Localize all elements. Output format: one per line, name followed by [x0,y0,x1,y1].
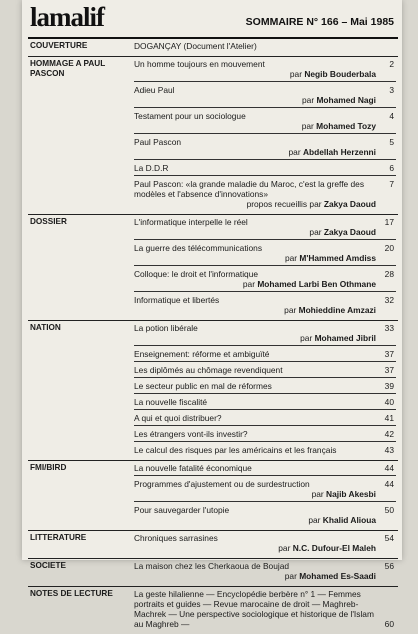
article-title: Les étrangers vont-ils investir? [134,429,248,439]
byline [134,305,396,315]
toc-entry [134,397,396,410]
toc-section [28,586,398,634]
article-title: Testament pour un sociologue [134,111,246,121]
article-title: Un homme toujours en mouvement [134,59,265,69]
page-number: 3 [389,85,394,95]
byline [134,95,396,105]
toc-entry [134,269,396,292]
toc-entry [134,41,396,51]
section-heading: SOCIETE [30,561,66,570]
page-number: 17 [384,217,394,227]
byline-prefix: par [311,489,324,499]
page-number: 32 [384,295,394,305]
article-title: La nouvelle fatalité économique [134,463,252,473]
toc-section [28,530,398,558]
byline-prefix: par [278,543,291,553]
toc-entry [134,111,396,134]
article-title: La nouvelle fiscalité [134,397,208,407]
page-number: 7 [389,179,394,189]
page-number: 4 [389,111,394,121]
toc-section [28,460,398,530]
page-number: 50 [384,505,394,515]
article-title: La potion libérale [134,323,198,333]
article-title: Colloque: le droit et l'informatique [134,269,259,279]
author-name: M'Hammed Amdiss [299,253,376,263]
toc-entry [134,59,396,82]
article-title: Informatique et libertés [134,295,220,305]
author-name: Mohamed Jibril [314,333,376,343]
article-title: La maison chez les Cherkaoua de Boujad [134,561,290,571]
page-number: 43 [384,445,394,455]
page-number: 2 [389,59,394,69]
section-heading: LITTERATURE [30,533,87,542]
toc-section [28,56,398,214]
section-entries [134,215,398,320]
section-heading: NOTES DE LECTURE [30,589,113,598]
byline-prefix: par [242,279,255,289]
page-number: 20 [384,243,394,253]
section-entries [134,461,398,530]
byline [134,515,396,525]
byline-prefix: par [300,333,313,343]
page-number: 44 [384,479,394,489]
page-number: 41 [384,413,394,423]
byline-prefix: par [284,305,297,315]
page-number: 37 [384,365,394,375]
byline-prefix: par [288,147,301,157]
toc-entry [134,163,396,176]
page-number: 28 [384,269,394,279]
page-number: 60 [384,619,394,629]
toc-entry [134,445,396,455]
toc-entry [134,505,396,525]
table-of-contents [28,37,398,634]
page-number: 39 [384,381,394,391]
page-number: 40 [384,397,394,407]
article-title: A qui et quoi distribuer? [134,413,222,423]
toc-entry [134,243,396,266]
toc-entry [134,413,396,426]
byline [134,279,396,289]
section-entries [134,559,398,586]
author-name: Zakya Daoud [323,199,376,209]
section-entries [134,531,398,558]
byline [134,333,396,343]
section-heading: DOSSIER [30,217,67,226]
byline [134,69,396,79]
author-name: Mohamed Tozy [316,121,376,131]
byline-prefix: par [284,571,297,581]
article-title: La geste hilalienne — Encyclopédie berbère n° 1 — Femmes portraits et guides — Revue marocaine de droit — Maghreb-Machrek — Une perspective sociologique et historique de l'Islam au Maghreb — [134,589,374,629]
toc-section [28,214,398,320]
section-heading: FMI/BIRD [30,463,67,472]
toc-section [28,558,398,586]
byline [134,571,396,581]
author-name: Khalid Alioua [322,515,376,525]
author-name: Mohieddine Amzazi [298,305,376,315]
toc-entry [134,365,396,378]
article-title: Paul Pascon: «la grande maladie du Maroc, c'est la greffe des modèles et l'absence d'innovations» [134,179,365,199]
page-number: 44 [384,463,394,473]
page-number: 42 [384,429,394,439]
author-name: Najib Akesbi [326,489,376,499]
byline-prefix: par [301,121,314,131]
toc-entry [134,137,396,160]
author-name: Abdellah Herzenni [302,147,376,157]
issue-header: SOMMAIRE N° 166 – Mai 1985 [245,16,394,28]
byline-prefix: propos recueillis par [246,199,322,209]
byline [134,121,396,131]
article-title: Programmes d'ajustement ou de surdestruction [134,479,310,489]
byline-prefix: par [308,515,321,525]
byline-prefix: par [302,95,315,105]
toc-section [28,320,398,460]
byline [134,199,396,209]
article-title: La guerre des télécommunications [134,243,263,253]
article-title: Pour sauvegarder l'utopie [134,505,230,515]
toc-entry [134,533,396,553]
byline [134,489,396,499]
toc-entry [134,561,396,581]
author-name: N.C. Dufour-El Maleh [292,543,376,553]
byline [134,147,396,157]
magazine-logo: lamalif [30,2,104,32]
byline [134,253,396,263]
article-title: Le secteur public en mal de réformes [134,381,272,391]
byline-prefix: par [284,253,298,263]
author-name: Mohamed Es-Saadi [299,571,376,581]
article-title: Chroniques sarrasines [134,533,218,543]
section-heading: NATION [30,323,61,332]
author-name: Mohamed Nagi [316,95,376,105]
toc-entry [134,85,396,108]
toc-entry [134,295,396,315]
toc-entry [134,217,396,240]
article-title: Le calcul des risques par les américains et les français [134,445,337,455]
article-title: Enseignement: réforme et ambiguïté [134,349,270,359]
page-number: 6 [389,163,394,173]
page-number: 56 [384,561,394,571]
toc-entry [134,381,396,394]
magazine-page [22,0,402,629]
byline-prefix: par [289,69,302,79]
article-title: DOGANÇAY (Document l'Atelier) [134,41,257,51]
author-name: Zakya Daoud [323,227,376,237]
page-number: 33 [384,323,394,333]
toc-entry [134,589,396,629]
section-heading: COUVERTURE [30,41,88,50]
section-entries [134,39,398,56]
page-number: 54 [384,533,394,543]
section-entries [134,587,398,634]
article-title: Adieu Paul [134,85,175,95]
article-title: L'informatique interpelle le réel [134,217,248,227]
toc-entry [134,429,396,442]
byline-prefix: par [309,227,322,237]
section-entries [134,321,398,460]
section-entries [134,57,398,214]
byline [134,227,396,237]
article-title: La D.D.R [134,163,169,173]
page-number: 37 [384,349,394,359]
article-title: Les diplômés au chômage revendiquent [134,365,283,375]
toc-entry [134,463,396,476]
article-title: Paul Pascon [134,137,182,147]
toc-entry [134,349,396,362]
toc-section [28,37,398,56]
section-heading: HOMMAGE A PAUL PASCON [30,59,106,78]
toc-entry [134,179,396,209]
page-number: 5 [389,137,394,147]
toc-entry [134,479,396,502]
byline [134,543,396,553]
toc-entry [134,323,396,346]
author-name: Negib Bouderbala [304,69,376,79]
author-name: Mohamed Larbi Ben Othmane [257,279,376,289]
